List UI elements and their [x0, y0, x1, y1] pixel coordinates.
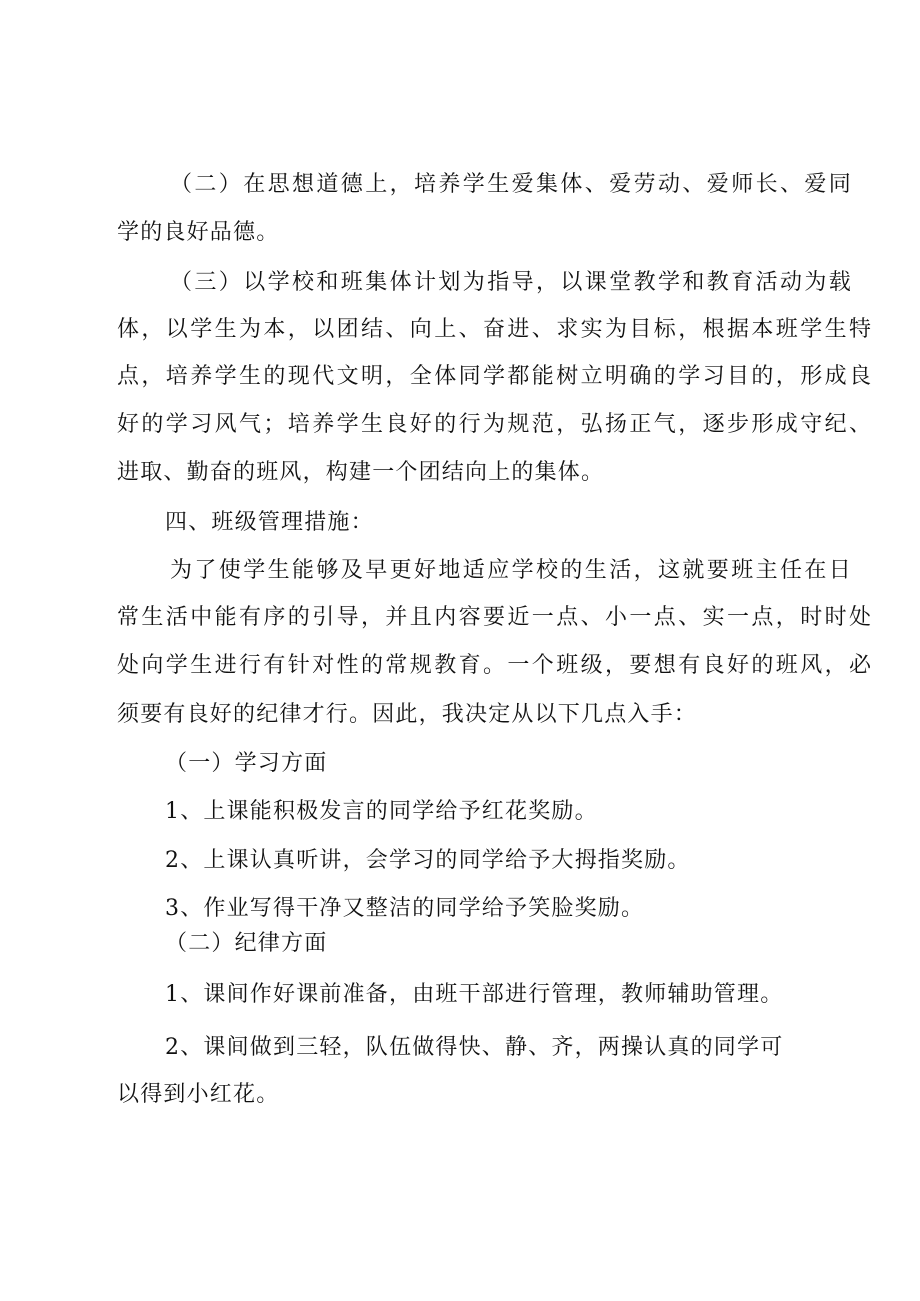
goal-2-line-1: （二）在思想道德上，培养学生爱集体、爱劳动、爱师长、爱同 [170, 172, 854, 197]
section-4-intro-line-1: 为了使学生能够及早更好地适应学校的生活，这就要班主任在日 [170, 558, 854, 583]
section-4-heading: 四、班级管理措施： [165, 510, 374, 535]
discipline-item-1: 1、课间作好课前准备，由班干部进行管理，教师辅助管理。 [165, 982, 784, 1007]
study-item-1: 1、上课能积极发言的同学给予红花奖励。 [165, 799, 598, 824]
study-item-3: 3、作业写得干净又整洁的同学给予笑脸奖励。 [165, 896, 645, 921]
goal-2-line-2: 学的良好品德。 [117, 220, 280, 245]
study-item-2: 2、上课认真听讲，会学习的同学给予大拇指奖励。 [165, 848, 691, 873]
goal-3-line-1: （三）以学校和班集体计划为指导，以课堂教学和教育活动为载 [170, 270, 854, 295]
goal-3-line-5: 进取、勤奋的班风，构建一个团结向上的集体。 [117, 460, 605, 485]
section-4-intro-line-4: 须要有良好的纪律才行。因此，我决定从以下几点入手： [117, 702, 698, 727]
study-heading: （一）学习方面 [165, 751, 328, 776]
section-4-intro-line-3: 处向学生进行有针对性的常规教育。一个班级，要想有良好的班风，必 [117, 653, 874, 678]
section-4-intro-line-2: 常生活中能有序的引导，并且内容要近一点、小一点、实一点，时时处 [117, 605, 874, 630]
discipline-item-2-line-2: 以得到小红花。 [117, 1082, 280, 1107]
discipline-item-2-line-1: 2、课间做到三轻，队伍做得快、静、齐，两操认真的同学可 [165, 1035, 784, 1060]
goal-3-line-3: 点，培养学生的现代文明，全体同学都能树立明确的学习目的，形成良 [117, 364, 874, 389]
goal-3-line-2: 体，以学生为本，以团结、向上、奋进、求实为目标，根据本班学生特 [117, 317, 874, 342]
discipline-heading: （二）纪律方面 [165, 931, 328, 956]
goal-3-line-4: 好的学习风气；培养学生良好的行为规范，弘扬正气，逐步形成守纪、 [117, 412, 874, 437]
